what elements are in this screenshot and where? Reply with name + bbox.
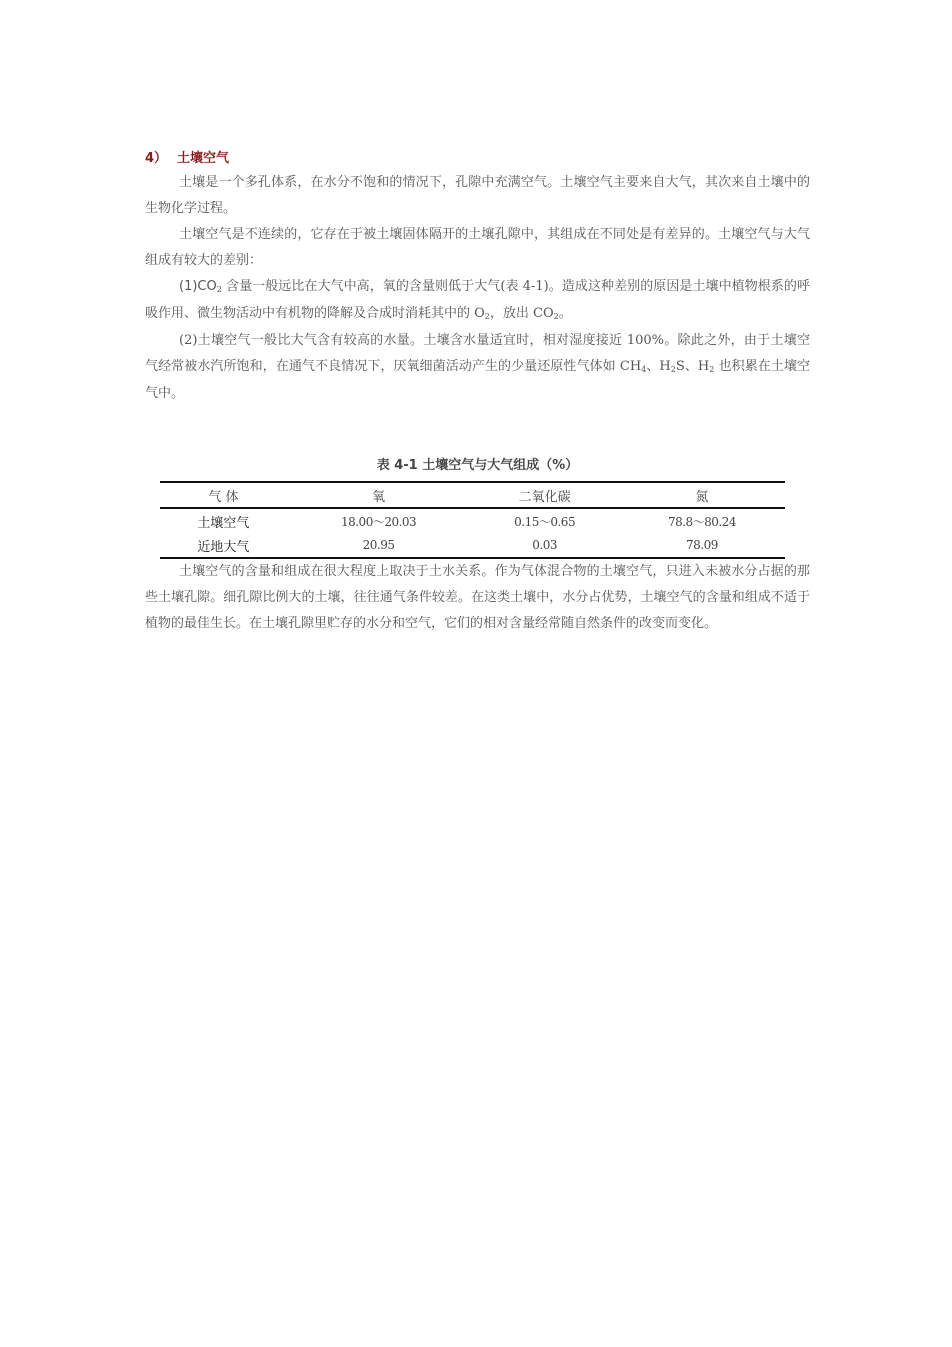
header-oxygen: 氧 bbox=[372, 489, 386, 505]
header-nitrogen: 氮 bbox=[695, 489, 709, 505]
paragraph-5: 土壤空气的含量和组成在很大程度上取决于土水关系。作为气体混合物的土壤空气，只进入未被水分占据的那些土壤孔隙。细孔隙比例大的土壤，往往通气条件较差。在这类土壤中，水分占优势，土壤空气的含量和组成不适于植物的最佳生长。在土壤孔隙里贮存的水分和空气，它们的相对含量经常随自然条件的改变而变化。 bbox=[145, 564, 810, 631]
paragraph-4-part-b: 、H bbox=[646, 359, 671, 374]
composition-table bbox=[160, 481, 785, 559]
paragraph-3-part-b: 含量一般远比在大气中高，氧的含量则低于大气(表 4-1)。造成这种差别的原因是土壤中植物根系的呼吸作用、微生物活动中有机物的降解及合成时消耗其中的 O bbox=[145, 279, 810, 321]
subscript: 2 bbox=[670, 365, 676, 374]
table-header-row bbox=[160, 482, 785, 508]
row-label: 土壤空气 bbox=[197, 515, 250, 531]
paragraph-4 bbox=[145, 328, 810, 407]
paragraph-3-part-a: (1)CO bbox=[179, 279, 217, 294]
cell-nitrogen: 78.09 bbox=[686, 538, 718, 552]
section-title: 土壤空气 bbox=[177, 151, 230, 166]
document-page bbox=[145, 148, 810, 637]
paragraph-3-part-d: 。 bbox=[558, 306, 572, 321]
cell-co2: 0.15～0.65 bbox=[514, 514, 576, 529]
subscript: 2 bbox=[709, 365, 715, 374]
paragraph-3 bbox=[145, 274, 810, 328]
paragraph-3-part-c: ，放出 CO bbox=[489, 306, 554, 321]
cell-oxygen: 18.00～20.03 bbox=[340, 514, 417, 529]
section-number: 4） bbox=[145, 151, 168, 166]
subscript: 4 bbox=[641, 365, 647, 374]
cell-co2: 0.03 bbox=[532, 538, 557, 552]
cell-oxygen: 20.95 bbox=[362, 538, 395, 552]
table-title: 表 4-1 土壤空气与大气组成（%） bbox=[376, 458, 579, 473]
header-co2: 二氧化碳 bbox=[518, 489, 571, 505]
paragraph-2: 土壤空气是不连续的，它存在于被土壤固体隔开的土壤孔隙中，其组成在不同处是有差异的。土壤空气与大气组成有较大的差别： bbox=[145, 227, 810, 268]
subscript: 2 bbox=[553, 312, 559, 321]
subscript: 2 bbox=[216, 285, 222, 294]
subscript: 2 bbox=[484, 312, 490, 321]
paragraph-4-part-d: 也积累在土壤空气中。 bbox=[145, 359, 811, 401]
paragraph-4-part-c: S、H bbox=[675, 359, 710, 374]
section-heading bbox=[145, 148, 810, 170]
cell-nitrogen: 78.8～80.24 bbox=[667, 514, 737, 529]
table-block bbox=[145, 455, 810, 559]
paragraph-1: 土壤是一个多孔体系，在水分不饱和的情况下，孔隙中充满空气。土壤空气主要来自大气，其次来自土壤中的生物化学过程。 bbox=[145, 175, 810, 216]
table-row bbox=[160, 533, 785, 558]
row-label: 近地大气 bbox=[197, 539, 250, 555]
table-row bbox=[160, 508, 785, 533]
paragraph-4-part-a: (2)土壤空气一般比大气含有较高的水量。土壤含水量适宜时，相对湿度接近 100%。除此之外，由于土壤空气经常被水汽所饱和，在通气不良情况下，厌氧细菌活动产生的少量还原性气体如 CH bbox=[145, 333, 810, 374]
header-gas: 气 体 bbox=[208, 489, 239, 505]
